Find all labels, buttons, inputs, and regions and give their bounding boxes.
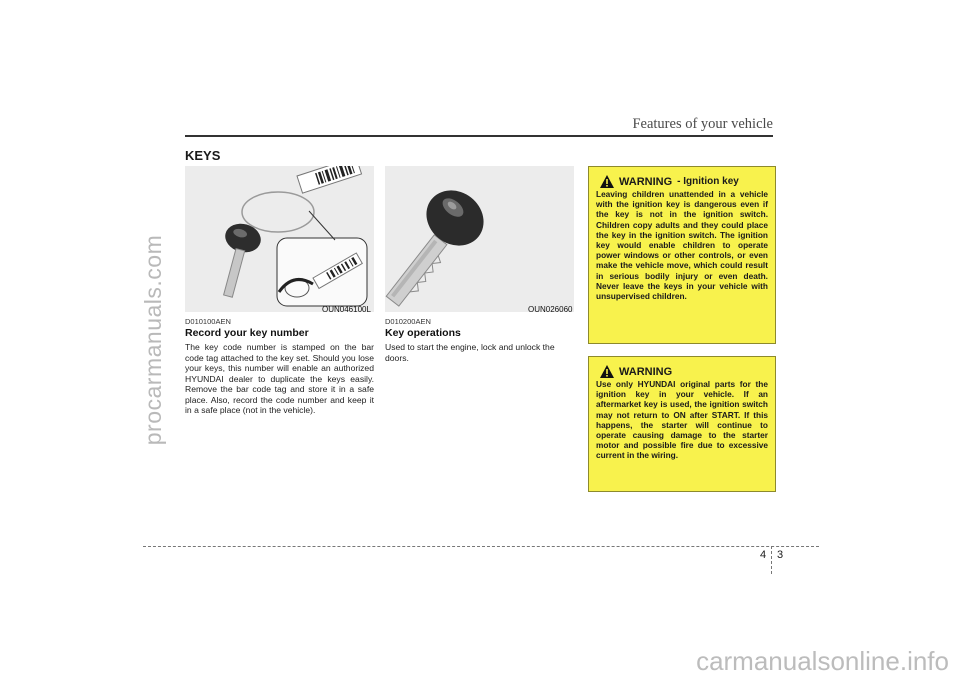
warning-header [596,365,768,378]
key-illustration [385,166,574,312]
side-watermark: procarmanuals.com [140,234,166,446]
key-icon [385,166,574,312]
code-left: D010100AEN [185,317,231,326]
image-caption-left: OUN046100L [322,305,371,314]
text-record-key-number: The key code number is stamped on the bar code tag attached to the key set. Should you lose your keys, this number will enable an authorized HYUNDAI dealer to duplicate the keys easily. Remove the bar code tag and store it in a safe place. Also, record the code number and keep it in a safe place (not in the vehicle). [185,342,374,415]
warning-text-original-parts: Use only HYUNDAI original parts for the ignition key in your vehicle. If an aftermarket key is used, the ignition switch may not return to ON after START. If this happens, the starter will continue to operate causing damage to the starter motor and possible fire due to excessive current in the wiring. [596,379,768,461]
section-header: Features of your vehicle [632,116,773,132]
warning-original-parts [588,356,776,492]
warning-subtitle: - Ignition key [677,176,739,187]
warning-header [596,175,768,188]
warning-ignition-key [588,166,776,344]
heading-record-key-number: Record your key number [185,327,309,339]
key-tag-illustration [185,166,374,312]
code-middle: D010200AEN [385,317,431,326]
warning-title: WARNING [619,175,673,188]
key-ring-icon [185,166,374,312]
warning-text-ignition-key: Leaving children unattended in a vehicle with the ignition key is dangerous even if the key is not in the ignition switch. Children copy adults and they could place the key in the ignition switch. The ignition key would enable children to operate power windows or other controls, or even make the vehicle move, which could result in serious bodily injury or even death. Never leave the keys in your vehicle with unsupervised children. [596,189,768,302]
image-caption-middle: OUN026060 [528,305,573,314]
footer-rule [143,546,819,547]
bottom-watermark: carmanualsonline.info [696,646,949,676]
warning-triangle-icon [600,175,614,188]
page-number-divider [771,546,772,574]
text-key-operations: Used to start the engine, lock and unlock the doors. [385,342,555,363]
header-rule [185,135,773,137]
page-number: 3 [777,549,784,561]
warning-triangle-icon [600,365,614,378]
keys-title: KEYS [185,148,221,163]
heading-key-operations: Key operations [385,327,461,339]
warning-title: WARNING [619,365,673,378]
page-chapter-number: 4 [760,549,767,561]
